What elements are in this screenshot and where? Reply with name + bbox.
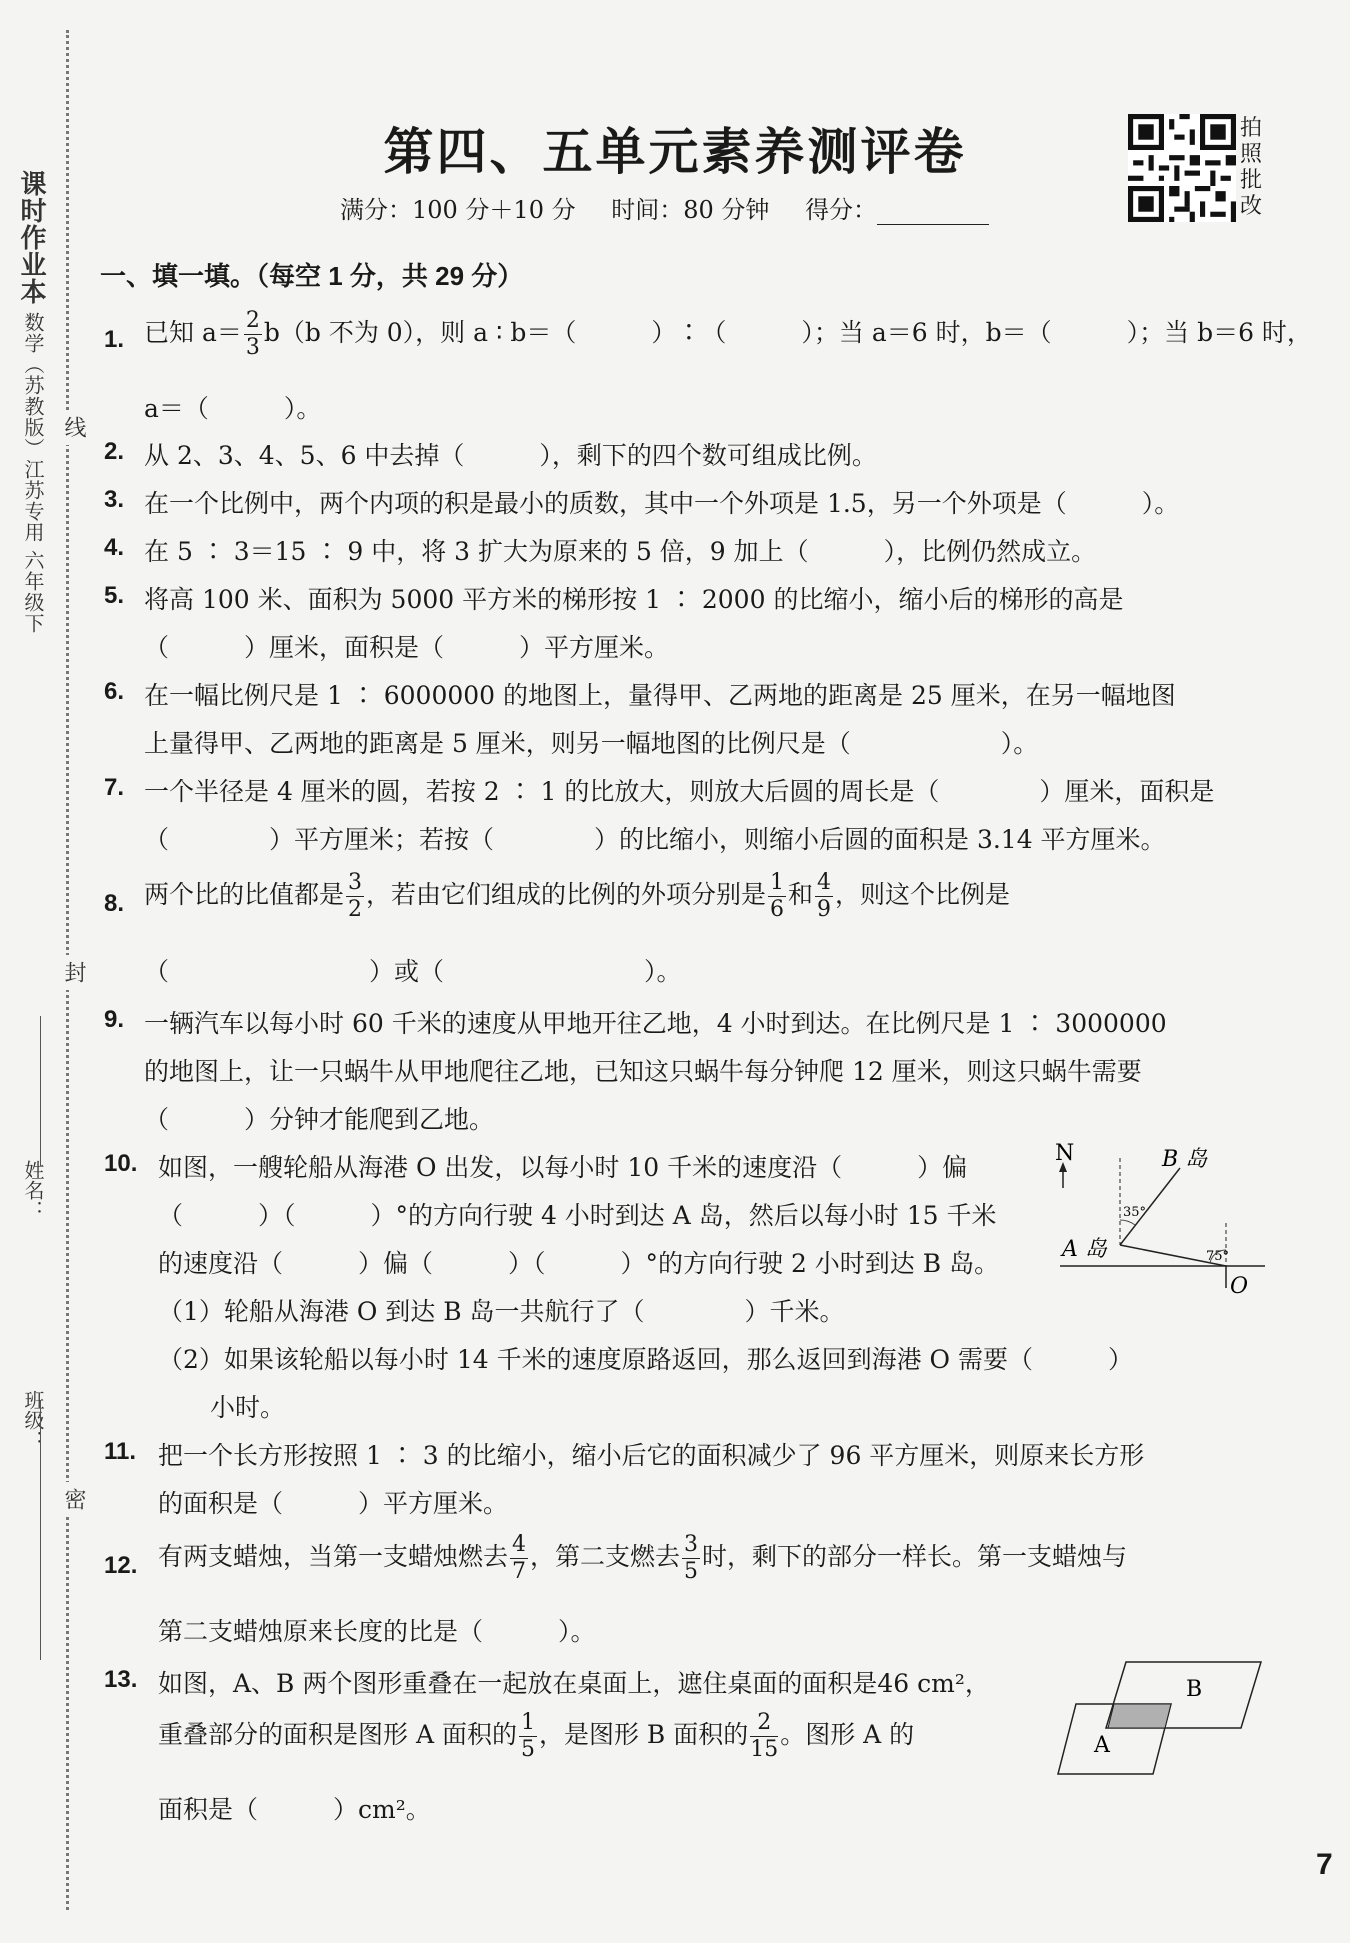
q8-number: 8. xyxy=(104,890,125,917)
q12-text-b: ，第二支燃去 xyxy=(530,1542,681,1571)
q12-text-a: 有两支蜡烛，当第一支蜡烛燃去 xyxy=(158,1542,509,1571)
score-blank[interactable] xyxy=(877,203,989,225)
q8-frac3-num: 4 xyxy=(817,870,832,895)
q10-sub2-cont: 小时。 xyxy=(210,1393,286,1422)
q10-port-label: O xyxy=(1230,1274,1249,1299)
q10-island-b-label: B 岛 xyxy=(1162,1147,1208,1172)
q12-frac2-num: 3 xyxy=(684,1532,699,1557)
q10-line2: （ ）（ ）°的方向行驶 4 小时到达 A 岛，然后以每小时 15 千米 xyxy=(158,1201,997,1230)
q1-text-a: 已知 a＝ xyxy=(144,318,242,347)
q11-line2: 的面积是（ ）平方厘米。 xyxy=(158,1489,509,1518)
class-blank[interactable] xyxy=(40,1400,41,1660)
q13-line2 xyxy=(158,1712,914,1761)
qr-code[interactable] xyxy=(1128,114,1236,222)
series-subtitle: 数学（苏教版）江苏专用 六年级下 xyxy=(21,312,43,634)
q6-line1: 在一幅比例尺是 1 ∶ 6000000 的地图上，量得甲、乙两地的距离是 25 厘米，在另一幅地图 xyxy=(144,681,1176,710)
q13-fraction-2 xyxy=(750,1712,778,1761)
q8-frac1-num: 3 xyxy=(348,870,363,895)
q10-line3: 的速度沿（ ）偏（ ）（ ）°的方向行驶 2 小时到达 B 岛。 xyxy=(158,1249,1000,1278)
q1-frac-den: 3 xyxy=(245,335,260,360)
q1-text-b: b（b 不为 0），则 a ∶ b＝（ ）∶（ ）；当 a＝6 时，b＝（ ）；当 b＝6 时， xyxy=(263,318,1312,347)
q8-frac2-num: 1 xyxy=(770,870,785,895)
q12-number: 12. xyxy=(104,1552,138,1579)
q5-line1: 将高 100 米、面积为 5000 平方米的梯形按 1 ∶ 2000 的比缩小，缩小后的梯形的高是 xyxy=(144,585,1124,614)
exam-time: 时间：80 分钟 xyxy=(611,196,770,224)
name-label: 姓名： xyxy=(21,1160,43,1220)
series-name xyxy=(14,170,51,634)
binding-label-secret: 密 xyxy=(58,1482,89,1517)
q9-line1: 一辆汽车以每小时 60 千米的速度从甲地开往乙地，4 小时到达。在比例尺是 1 ∶ 3000000 xyxy=(144,1009,1167,1038)
series-brand: 课时作业本 xyxy=(17,170,47,305)
q8-fraction-2 xyxy=(768,872,786,921)
binding-label-seal: 封 xyxy=(58,955,89,990)
q12-fraction-1 xyxy=(510,1534,528,1583)
q10-sub2: （2）如果该轮船以每小时 14 千米的速度原路返回，那么返回到海港 O 需要（ ） xyxy=(158,1345,1134,1374)
q8-frac1-den: 2 xyxy=(348,897,363,922)
q1-number: 1. xyxy=(104,326,125,353)
q12-line1 xyxy=(158,1534,1127,1583)
page-number: 7 xyxy=(1316,1848,1333,1881)
q7-line2: （ ）平方厘米；若按（ ）的比缩小，则缩小后圆的面积是 3.14 平方厘米。 xyxy=(144,825,1166,854)
q13-line3: 面积是（ ）cm²。 xyxy=(158,1795,431,1824)
binding-margin xyxy=(0,0,95,1943)
q4-line1: 在 5 ∶ 3＝15 ∶ 9 中，将 3 扩大为原来的 5 倍，9 加上（ ），比例仍然成立。 xyxy=(144,537,1097,566)
q12-frac2-den: 5 xyxy=(684,1559,699,1584)
full-score: 满分：100 分＋10 分 xyxy=(340,196,576,224)
q3-line1: 在一个比例中，两个内项的积是最小的质数，其中一个外项是 1.5，另一个外项是（ ）。 xyxy=(144,489,1180,518)
exam-meta xyxy=(340,190,1017,225)
q13-label-b: B xyxy=(1186,1677,1203,1702)
q12-frac1-den: 7 xyxy=(512,1559,527,1584)
q2-line1: 从 2、3、4、5、6 中去掉（ ），剩下的四个数可组成比例。 xyxy=(144,441,877,470)
q13-figure xyxy=(1056,1656,1266,1778)
q10-island-a-label: A 岛 xyxy=(1062,1237,1107,1262)
q10-number: 10. xyxy=(104,1150,138,1177)
q13-frac1-den: 5 xyxy=(520,1737,535,1762)
q1-fraction xyxy=(244,310,262,359)
q1-frac-num: 2 xyxy=(245,308,260,333)
q8-frac3-den: 9 xyxy=(817,897,832,922)
qr-label: 拍照批改 xyxy=(1240,116,1263,219)
q11-line1: 把一个长方形按照 1 ∶ 3 的比缩小，缩小后它的面积减少了 96 平方厘米，则原来长方形 xyxy=(158,1441,1145,1470)
q7-number: 7. xyxy=(104,774,125,801)
q8-fraction-1 xyxy=(346,872,364,921)
q5-line2: （ ）厘米，面积是（ ）平方厘米。 xyxy=(144,633,670,662)
q1-line1 xyxy=(144,310,1312,359)
q13-frac2-den: 15 xyxy=(750,1737,779,1762)
q8-text-b: ，若由它们组成的比例的外项分别是 xyxy=(366,880,767,909)
q13-number: 13. xyxy=(104,1666,138,1693)
q10-angle-arc-a xyxy=(1120,1220,1135,1225)
q10-angle2-label: 75° xyxy=(1206,1249,1230,1264)
q8-line2: （ ）或（ ）。 xyxy=(144,957,682,986)
q13-frac2-num: 2 xyxy=(750,1712,778,1737)
q8-line1 xyxy=(144,872,1010,921)
q8-text-c: 和 xyxy=(788,880,814,909)
q12-frac1-num: 4 xyxy=(512,1532,527,1557)
q9-line3: （ ）分钟才能爬到乙地。 xyxy=(144,1105,495,1134)
q6-line2: 上量得甲、乙两地的距离是 5 厘米，则另一幅地图的比例尺是（ ）。 xyxy=(144,729,1039,758)
q3-number: 3. xyxy=(104,486,125,513)
name-field[interactable] xyxy=(18,1160,47,1220)
q7-line1: 一个半径是 4 厘米的圆，若按 2 ∶ 1 的比放大，则放大后圆的周长是（ ）厘米，面积是 xyxy=(144,777,1215,806)
q12-text-c: 时，剩下的部分一样长。第一支蜡烛与 xyxy=(702,1542,1128,1571)
q10-figure xyxy=(1050,1138,1270,1308)
q13-line1: 如图，A、B 两个图形重叠在一起放在桌面上，遮住桌面的面积是46 cm²， xyxy=(158,1669,990,1698)
q5-number: 5. xyxy=(104,582,125,609)
name-blank[interactable] xyxy=(40,1016,41,1166)
q12-line2: 第二支蜡烛原来长度的比是（ ）。 xyxy=(158,1617,596,1646)
q8-fraction-3 xyxy=(815,872,833,921)
q10-sub1: （1）轮船从海港 O 到达 B 岛一共航行了（ ）千米。 xyxy=(158,1297,845,1326)
q13-overlap-region xyxy=(1108,1704,1171,1728)
q13-frac1-num: 1 xyxy=(520,1710,535,1735)
q12-fraction-2 xyxy=(682,1534,700,1583)
q10-line1: 如图，一艘轮船从海港 O 出发，以每小时 10 千米的速度沿（ ）偏 xyxy=(158,1153,968,1182)
q8-frac2-den: 6 xyxy=(770,897,785,922)
q4-number: 4. xyxy=(104,534,125,561)
q8-text-a: 两个比的比值都是 xyxy=(144,880,345,909)
q13-label-a: A xyxy=(1094,1733,1110,1758)
score-label: 得分： xyxy=(805,196,878,224)
q2-number: 2. xyxy=(104,438,125,465)
q9-line2: 的地图上，让一只蜗牛从甲地爬往乙地，已知这只蜗牛每分钟爬 12 厘米，则这只蜗牛需要 xyxy=(144,1057,1142,1086)
page-title: 第四、五单元素养测评卷 xyxy=(383,122,967,181)
binding-label-line: 线 xyxy=(58,410,89,445)
class-field[interactable] xyxy=(18,1390,47,1450)
class-label: 班级： xyxy=(21,1390,43,1450)
q13-text-a: 重叠部分的面积是图形 A 面积的 xyxy=(158,1720,517,1749)
q13-fraction-1 xyxy=(519,1712,537,1761)
section-heading: 一、填一填。（每空 1 分，共 29 分） xyxy=(100,261,524,291)
q10-north-label: N xyxy=(1055,1141,1075,1166)
q11-number: 11. xyxy=(104,1438,137,1465)
q9-number: 9. xyxy=(104,1006,125,1033)
q13-text-b: ，是图形 B 面积的 xyxy=(538,1720,749,1749)
q6-number: 6. xyxy=(104,678,125,705)
q8-text-d: ，则这个比例是 xyxy=(835,880,1011,909)
q10-angle1-label: 35° xyxy=(1123,1205,1147,1220)
q13-text-c: 。图形 A 的 xyxy=(780,1720,915,1749)
q1-line2: a＝（ ）。 xyxy=(144,394,322,423)
